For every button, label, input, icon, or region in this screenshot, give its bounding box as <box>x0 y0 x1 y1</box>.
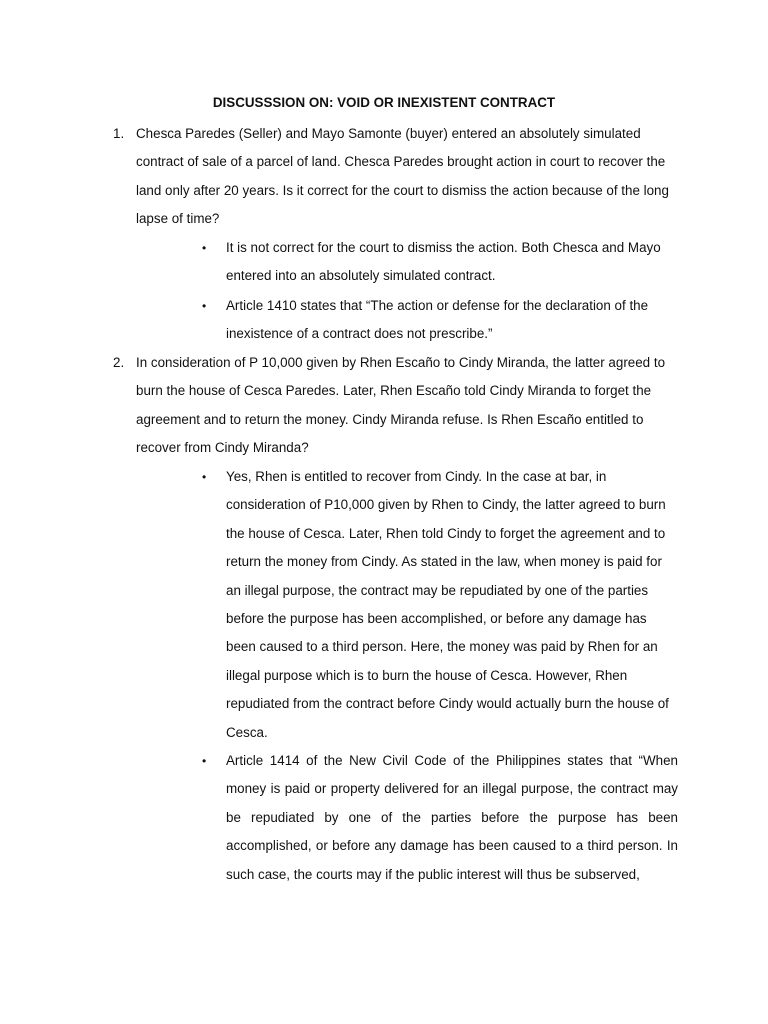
question-text: In consideration of P 10,000 given by Rhen Escaño to Cindy Miranda, the latter agreed to burn the house of Cesca Paredes. Later, Rhen Escaño told Cindy Miranda to forget the agreement and to return the money. Cindy Miranda refuse. Is Rhen Escaño entitled to recover from Cindy Miranda? <box>136 355 666 456</box>
document-title: DISCUSSSION ON: VOID OR INEXISTENT CONTRACT <box>212 95 556 110</box>
bullet-icon: • <box>202 470 207 484</box>
answer-text: Yes, Rhen is entitled to recover from Cindy. In the case at bar, in consideration of P10,000 given by Rhen to Cindy, the latter agreed to burn the house of Cesca. Later, Rhen told Cindy to forget the agreement and to return the money from Cindy. As stated in the law, when money is paid for an illegal purpose, the contract may be repudiated by one of the parties before the purpose has been accomplished, or before any damage has been caused to a third person. Here, the money was paid by Rhen for an illegal purpose which is to burn the house of Cesca. However, Rhen repudiated from the contract before Cindy would actually burn the house of Cesca. <box>226 469 669 740</box>
question-number: 2. <box>113 355 125 370</box>
bullet-icon: • <box>202 241 207 255</box>
question-number: 1. <box>113 126 125 141</box>
answer-text: Article 1414 of the New Civil Code of the Philippines states that “When money is paid or property delivered for an illegal purpose, the contract may be repudiated by one of the parties before the purpose has been accomplished, or before any damage has been caused to a third person. In such case, the courts may if the public interest will thus be subserved, <box>226 753 678 882</box>
question-text: Chesca Paredes (Seller) and Mayo Samonte (buyer) entered an absolutely simulated contract of sale of a parcel of land. Chesca Paredes brought action in court to recover the land only after 20 years. Is it correct for the court to dismiss the action because of the long lapse of time? <box>136 126 669 227</box>
answer-text: Article 1410 states that “The action or defense for the declaration of the inexistence of a contract does not prescribe.” <box>226 298 649 342</box>
bullet-icon: • <box>202 754 207 768</box>
answer-text: It is not correct for the court to dismiss the action. Both Chesca and Mayo entered into an absolutely simulated contract. <box>226 240 661 284</box>
bullet-icon: • <box>202 299 207 313</box>
